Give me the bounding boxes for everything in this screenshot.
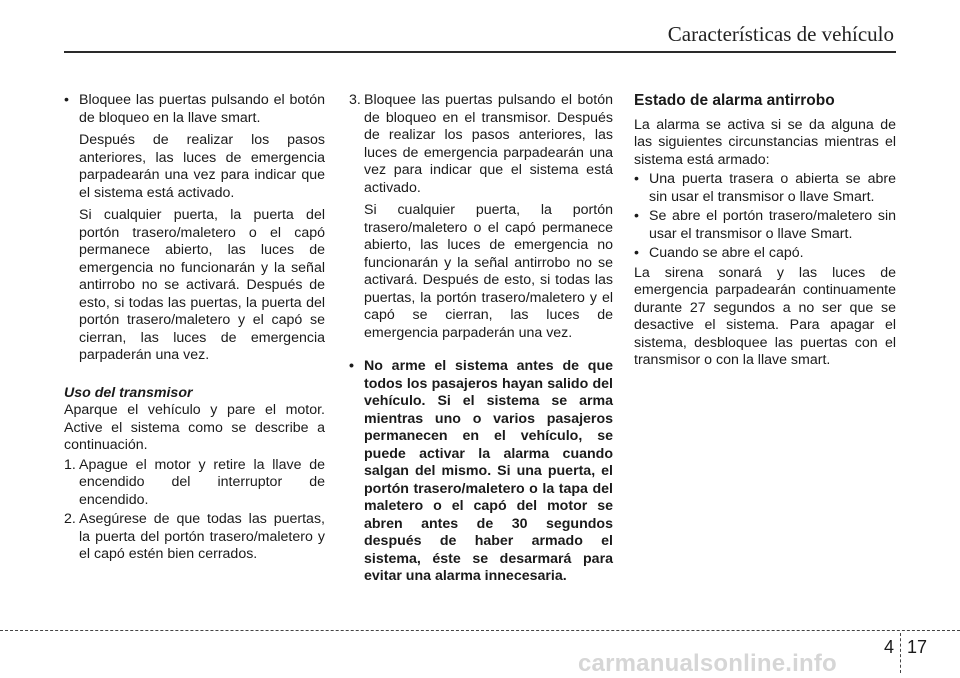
- footer-dashed-rule: [0, 630, 960, 631]
- paragraph-alarm-intro: La alarma se activa si se da alguna de las siguientes circunstancias mientras el sistema está armado:: [634, 116, 896, 168]
- paragraph-siren: La sirena sonará y las luces de emergencia parpadearán continuamente durante 27 segundos a no ser que se desactive el sistema. Para apagar el sistema, desbloquee las puertas con el transmisor o con la llave smart.: [634, 264, 896, 368]
- header-rule: [64, 51, 896, 53]
- bullet-text: Cuando se abre el capó.: [649, 245, 804, 261]
- bullet-door-open: [634, 171, 896, 206]
- paragraph-hazard-flash: Después de realizar los pasos anteriores, las luces de emergencia parpadearán una vez para indicar que el sistema está activado.: [79, 132, 325, 201]
- step-text: Bloquee las puertas pulsando el botón de bloqueo en el transmisor. Después de realizar los pasos anteriores, las luces de emergencia parpadearán una vez para indicar que el sistema está activado.: [364, 92, 613, 196]
- bullet-marker: •: [634, 245, 639, 261]
- step-number: 1.: [64, 456, 76, 473]
- bullet-marker: •: [349, 358, 354, 374]
- step-text: Apague el motor y retire la llave de encendido del interruptor de encendido.: [79, 456, 325, 508]
- bullet-text: Una puerta trasera o abierta se abre sin usar el transmisor o llave Smart.: [649, 171, 896, 205]
- section-heading-alarm-state: Estado de alarma antirrobo: [634, 92, 835, 109]
- step-2: [64, 511, 325, 564]
- column-middle: [349, 92, 613, 586]
- step-text: Asegúrese de que todas las puertas, la puerta del portón trasero/maletero y el capó estén bien cerrados.: [79, 511, 325, 562]
- paragraph-door-open: Si cualquier puerta, la puerta del portón trasero/maletero o el capó permanece abierto, las luces de emergencia no funcionarán y la señal antirrobo no se activará. Después de esto, si todas las puertas, la puerta del portón trasero/maletero y el capó se cierran, las luces de emergencia parpaderán una vez.: [79, 207, 325, 363]
- step-3: [349, 92, 613, 197]
- subheading-transmitter: Uso del transmisor: [64, 384, 193, 401]
- step-number: 3.: [349, 92, 361, 108]
- footer-divider: [900, 633, 901, 673]
- page-number: 17: [907, 637, 928, 657]
- bullet-text: Se abre el portón trasero/maletero sin usar el transmisor o llave Smart.: [649, 208, 896, 242]
- bullet-marker: •: [634, 208, 639, 224]
- paragraph-door-open-2: Si cualquier puerta, la portón trasero/maletero o el capó permanece abierto, las luces de emergencia no funcionarán y la señal antirrobo no se activará. Después de esto, si todas las puertas, la portón trasero/maletero y el capó se cierran, las luces de emergencia parpaderán una vez.: [364, 202, 613, 341]
- bullet-marker: •: [64, 92, 69, 108]
- bullet-tailgate-open: [634, 208, 896, 243]
- column-right: [634, 92, 896, 370]
- warning-text: No arme el sistema antes de que todos los pasajeros hayan salido del vehículo. Si el sistema se arma mientras uno o varios pasajeros permanecen en el vehículo, se puede activar la alarma cuando salgan del mismo. Si una puerta, el portón trasero/maletero o la tapa del maletero o el capó del motor se abren antes de 30 segundos después de haber armado el sistema, éste se desarmará para evitar una alarma innecesaria.: [364, 358, 613, 584]
- watermark: carmanualsonline.info: [578, 650, 837, 677]
- chapter-number: 4: [884, 637, 895, 657]
- warning-note: [349, 358, 613, 586]
- step-number: 2.: [64, 511, 76, 527]
- bullet-text: Bloquee las puertas pulsando el botón de bloqueo en la llave smart.: [79, 92, 325, 126]
- bullet-lock-smart-key: [64, 92, 325, 127]
- paragraph-intro: Aparque el vehículo y pare el motor. Active el sistema como se describe a continuación.: [64, 402, 325, 453]
- column-left: [64, 92, 325, 564]
- bullet-hood-open: [634, 245, 896, 263]
- running-header-title: Características de vehículo: [667, 22, 894, 46]
- bullet-marker: •: [634, 171, 639, 187]
- step-1: [64, 457, 325, 510]
